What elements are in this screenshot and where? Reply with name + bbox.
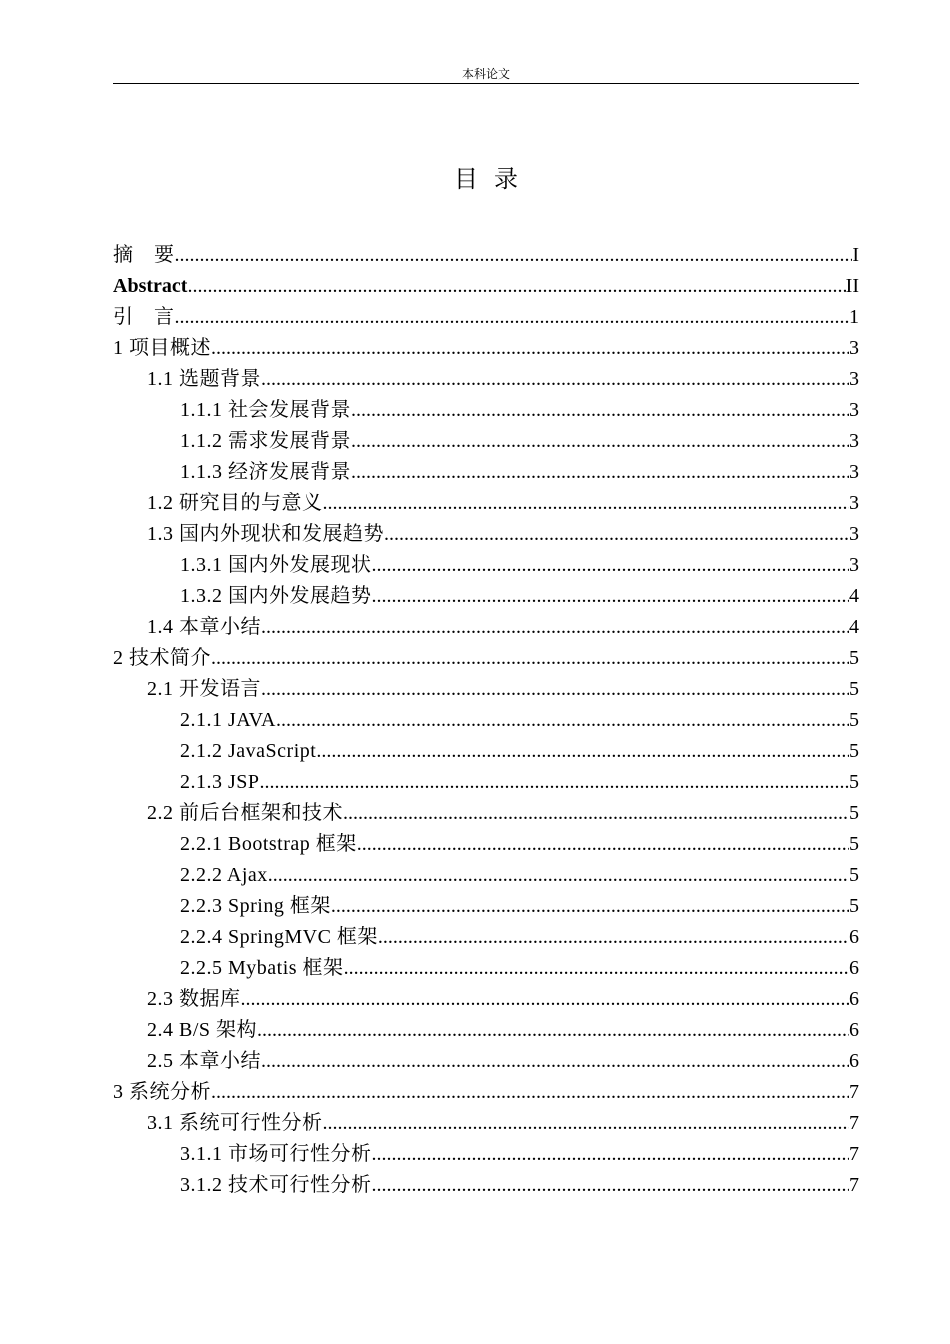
toc-entry-label: 2.1 开发语言	[147, 678, 261, 700]
toc-dot-leader	[316, 736, 849, 767]
toc-dot-leader	[384, 519, 849, 550]
toc-dot-leader	[344, 953, 849, 984]
toc-dot-leader	[357, 829, 849, 860]
toc-dot-leader	[351, 395, 849, 426]
toc-entry-page-number: II	[845, 275, 859, 297]
toc-entry-page-number: I	[852, 244, 859, 266]
toc-entry-page-number: 3	[849, 430, 859, 452]
toc-entry-label: 2.2.1 Bootstrap 框架	[180, 833, 357, 855]
toc-entry[interactable]	[113, 984, 859, 1015]
toc-entry[interactable]	[113, 271, 859, 302]
toc-entry[interactable]	[113, 674, 859, 705]
toc-dot-leader	[378, 922, 849, 953]
toc-entry-label: 1.1.1 社会发展背景	[180, 399, 351, 421]
toc-dot-leader	[276, 705, 849, 736]
toc-entry[interactable]	[113, 705, 859, 736]
toc-entry[interactable]	[113, 1139, 859, 1170]
toc-entry-label: 1.1 选题背景	[147, 368, 261, 390]
toc-entry-label: 2.2.2 Ajax	[180, 864, 268, 886]
toc-dot-leader	[343, 798, 849, 829]
toc-entry-page-number: 5	[849, 647, 859, 669]
toc-entry[interactable]	[113, 426, 859, 457]
toc-dot-leader	[187, 271, 845, 302]
toc-entry[interactable]	[113, 581, 859, 612]
toc-entry-page-number: 3	[849, 461, 859, 483]
toc-entry-label: 引 言	[113, 306, 175, 328]
toc-dot-leader	[351, 426, 849, 457]
toc-entry[interactable]	[113, 519, 859, 550]
running-header: 本科论文	[461, 67, 510, 81]
toc-dot-leader	[175, 240, 853, 271]
toc-dot-leader	[331, 891, 849, 922]
toc-entry-page-number: 5	[849, 895, 859, 917]
toc-list	[113, 240, 859, 1201]
toc-title: 目录	[454, 165, 534, 193]
toc-entry[interactable]	[113, 953, 859, 984]
toc-entry-label: 3.1.2 技术可行性分析	[180, 1174, 372, 1196]
toc-entry[interactable]	[113, 457, 859, 488]
toc-dot-leader	[261, 612, 849, 643]
toc-entry-label: 3.1.1 市场可行性分析	[180, 1143, 372, 1165]
toc-entry-label: 1.1.2 需求发展背景	[180, 430, 351, 452]
toc-dot-leader	[323, 488, 850, 519]
toc-entry-label: 1.1.3 经济发展背景	[180, 461, 351, 483]
toc-entry-label: 3.1 系统可行性分析	[147, 1112, 323, 1134]
toc-entry[interactable]	[113, 364, 859, 395]
toc-entry[interactable]	[113, 860, 859, 891]
toc-dot-leader	[261, 1046, 849, 1077]
toc-entry-page-number: 7	[849, 1174, 859, 1196]
toc-entry-page-number: 5	[849, 678, 859, 700]
toc-entry-page-number: 3	[849, 368, 859, 390]
toc-dot-leader	[372, 581, 850, 612]
toc-dot-leader	[260, 767, 849, 798]
toc-entry[interactable]	[113, 798, 859, 829]
toc-entry-page-number: 3	[849, 523, 859, 545]
header-rule	[113, 83, 859, 84]
toc-dot-leader	[323, 1108, 850, 1139]
toc-entry-page-number: 4	[849, 585, 859, 607]
toc-entry-page-number: 5	[849, 833, 859, 855]
toc-entry[interactable]	[113, 1046, 859, 1077]
toc-entry-label: 2.2.4 SpringMVC 框架	[180, 926, 378, 948]
toc-entry-label: 3 系统分析	[113, 1081, 211, 1103]
toc-dot-leader	[241, 984, 850, 1015]
toc-entry-page-number: 5	[849, 802, 859, 824]
toc-entry-label: 2.5 本章小结	[147, 1050, 261, 1072]
toc-entry-page-number: 5	[849, 709, 859, 731]
toc-dot-leader	[372, 1139, 850, 1170]
toc-entry[interactable]	[113, 829, 859, 860]
toc-entry-page-number: 7	[849, 1143, 859, 1165]
toc-entry-page-number: 6	[849, 957, 859, 979]
toc-entry-label: 2.2 前后台框架和技术	[147, 802, 343, 824]
toc-entry-page-number: 1	[849, 306, 859, 328]
toc-entry-label: 1.4 本章小结	[147, 616, 261, 638]
toc-dot-leader	[257, 1015, 849, 1046]
toc-entry-label: 1.2 研究目的与意义	[147, 492, 323, 514]
toc-entry[interactable]	[113, 736, 859, 767]
toc-entry-page-number: 3	[849, 554, 859, 576]
toc-entry[interactable]	[113, 1108, 859, 1139]
toc-entry[interactable]	[113, 302, 859, 333]
toc-dot-leader	[261, 674, 849, 705]
toc-entry-label: 2.4 B/S 架构	[147, 1019, 258, 1041]
toc-entry-label: 2.2.5 Mybatis 框架	[180, 957, 344, 979]
toc-dot-leader	[372, 550, 850, 581]
toc-entry-page-number: 6	[849, 1019, 859, 1041]
toc-entry-label: 2.3 数据库	[147, 988, 241, 1010]
toc-entry[interactable]	[113, 1077, 859, 1108]
toc-entry[interactable]	[113, 550, 859, 581]
toc-entry-page-number: 3	[849, 399, 859, 421]
toc-entry-page-number: 5	[849, 864, 859, 886]
toc-entry-label: 2.2.3 Spring 框架	[180, 895, 331, 917]
toc-entry-page-number: 7	[849, 1112, 859, 1134]
toc-entry-page-number: 6	[849, 1050, 859, 1072]
toc-entry-label: 1.3 国内外现状和发展趋势	[147, 523, 384, 545]
toc-entry[interactable]	[113, 240, 859, 271]
toc-entry-page-number: 5	[849, 771, 859, 793]
toc-entry[interactable]	[113, 612, 859, 643]
toc-dot-leader	[261, 364, 849, 395]
toc-dot-leader	[211, 333, 849, 364]
toc-entry-page-number: 3	[849, 337, 859, 359]
toc-entry[interactable]	[113, 891, 859, 922]
toc-entry-label: 1.3.1 国内外发展现状	[180, 554, 372, 576]
toc-entry[interactable]	[113, 333, 859, 364]
toc-dot-leader	[211, 643, 849, 674]
toc-entry-page-number: 3	[849, 492, 859, 514]
toc-dot-leader	[175, 302, 850, 333]
toc-entry[interactable]	[113, 922, 859, 953]
toc-entry[interactable]	[113, 1170, 859, 1201]
toc-entry-label: 2.1.2 JavaScript	[180, 740, 317, 762]
toc-entry-page-number: 6	[849, 926, 859, 948]
toc-entry-label: 2.1.1 JAVA	[180, 709, 276, 731]
toc-entry-label: 1 项目概述	[113, 337, 211, 359]
toc-entry-page-number: 7	[849, 1081, 859, 1103]
toc-dot-leader	[351, 457, 849, 488]
toc-dot-leader	[211, 1077, 849, 1108]
toc-entry-page-number: 4	[849, 616, 859, 638]
toc-entry-label: 2.1.3 JSP	[180, 771, 260, 793]
toc-entry[interactable]	[113, 767, 859, 798]
toc-dot-leader	[372, 1170, 850, 1201]
toc-entry-label: Abstract	[113, 275, 188, 297]
toc-entry-label: 摘 要	[113, 244, 175, 266]
toc-entry-label: 2 技术简介	[113, 647, 211, 669]
toc-entry[interactable]	[113, 488, 859, 519]
toc-dot-leader	[268, 860, 849, 891]
toc-entry-page-number: 6	[849, 988, 859, 1010]
toc-entry[interactable]	[113, 1015, 859, 1046]
toc-entry[interactable]	[113, 395, 859, 426]
toc-entry-page-number: 5	[849, 740, 859, 762]
toc-entry[interactable]	[113, 643, 859, 674]
toc-entry-label: 1.3.2 国内外发展趋势	[180, 585, 372, 607]
